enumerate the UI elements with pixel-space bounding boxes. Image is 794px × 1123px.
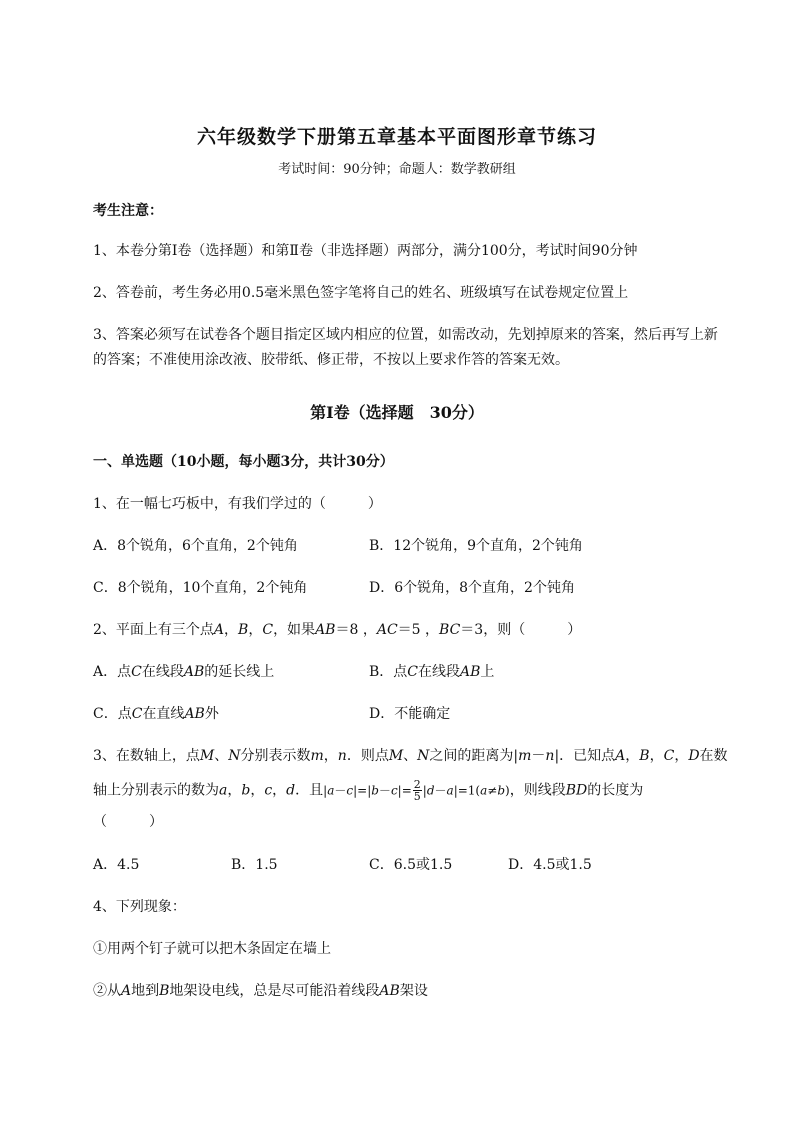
question-1-stem: 1、在一幅七巧板中，有我们学过的（ ） [93,496,382,512]
notice-item-3-cont: 的答案；不准使用涂改液、胶带纸、修正带，不按以上要求作答的答案无效。 [93,352,569,368]
question-2-option-a: A．点C在线段AB的延长线上 [93,664,275,680]
question-1-option-d: D．6个锐角，8个直角，2个钝角 [369,580,575,596]
question-1-option-b: B．12个锐角，9个直角，2个钝角 [369,538,583,554]
question-3-stem-line-2: 轴上分别表示的数为a，b，c，d．且|a－c|=|b－c|= $\frac{2}{5}$ |d－a|=1(a≠b)，则线段BD的长度为 [93,778,644,803]
question-4-stem: 4、下列现象： [93,899,186,915]
question-2-option-c: C．点C在直线AB外 [93,706,219,722]
page-title: 六年级数学下册第五章基本平面图形章节练习 [196,126,597,148]
notice-item-2: 2、答卷前，考生务必用0.5毫米黑色签字笔将自己的姓名、班级填写在试卷规定位置上 [93,285,629,301]
question-3-option-d: D．4.5或1.5 [508,857,592,873]
notice-item-1: 1、本卷分第I卷（选择题）和第Ⅱ卷（非选择题）两部分，满分100分，考试时间90分钟 [93,243,638,259]
question-1-option-c: C．8个锐角，10个直角，2个钝角 [93,580,308,596]
section-title: 第I卷（选择题 30分） [310,403,484,422]
question-4-item-2: ②从A地到B地架设电线，总是尽可能沿着线段AB架设 [93,983,428,999]
question-1-option-a: A．8个锐角，6个直角，2个钝角 [93,538,298,554]
question-3-option-b: B．1.5 [231,857,278,873]
notice-item-3: 3、答案必须写在试卷各个题目指定区域内相应的位置，如需改动，先划掉原来的答案，然后再写上新 [93,327,718,343]
question-3-option-a: A．4.5 [93,857,140,873]
notice-heading: 考生注意： [93,203,163,219]
question-2-option-d: D．不能确定 [369,706,451,722]
question-4-item-1: ①用两个钉子就可以把木条固定在墙上 [93,941,331,957]
question-3-stem-line-3: （ ） [93,814,163,830]
question-3-stem-line-1: 3、在数轴上，点M、N分别表示数m，n．则点M、N之间的距离为|m－n|．已知点A，B，C，D在数 [93,748,728,764]
exam-info: 考试时间：90分钟；命题人：数学教研组 [278,162,516,177]
question-3-option-c: C．6.5或1.5 [369,857,453,873]
part-heading: 一、单选题（10小题，每小题3分，共计30分） [93,454,394,470]
fraction-two-fifths: $\frac{2}{5}$ [413,778,421,803]
question-2-option-b: B．点C在线段AB上 [369,664,495,680]
question-2-stem: 2、平面上有三个点A，B，C，如果AB＝8 ，AC＝5 ，BC＝3，则（ ） [93,622,582,638]
